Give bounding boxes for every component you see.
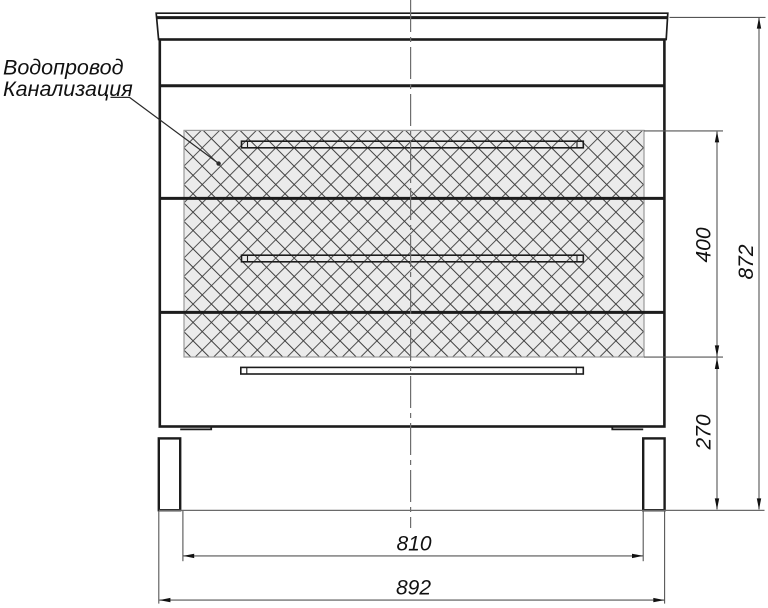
dimension-872 <box>735 17 761 509</box>
dim-text-872: 872 <box>735 244 758 280</box>
annotation-water-supply: Водопровод <box>3 55 124 80</box>
dimension-400 <box>693 131 720 509</box>
dim-text-270: 270 <box>692 414 716 450</box>
dim-text-400: 400 <box>692 227 716 263</box>
dim-text-892: 892 <box>395 576 432 600</box>
right-leg <box>643 438 664 510</box>
drawer-handle-3 <box>241 367 584 374</box>
left-leg <box>159 438 180 510</box>
dimension-810 <box>183 533 643 559</box>
dim-text-810: 810 <box>396 532 432 556</box>
dimension-270 <box>693 358 720 510</box>
annotation-sewerage: Канализация <box>3 77 133 101</box>
plumbing-zone-hatch <box>184 130 644 357</box>
dimension-892 <box>159 577 664 603</box>
leader-dot <box>216 161 220 165</box>
